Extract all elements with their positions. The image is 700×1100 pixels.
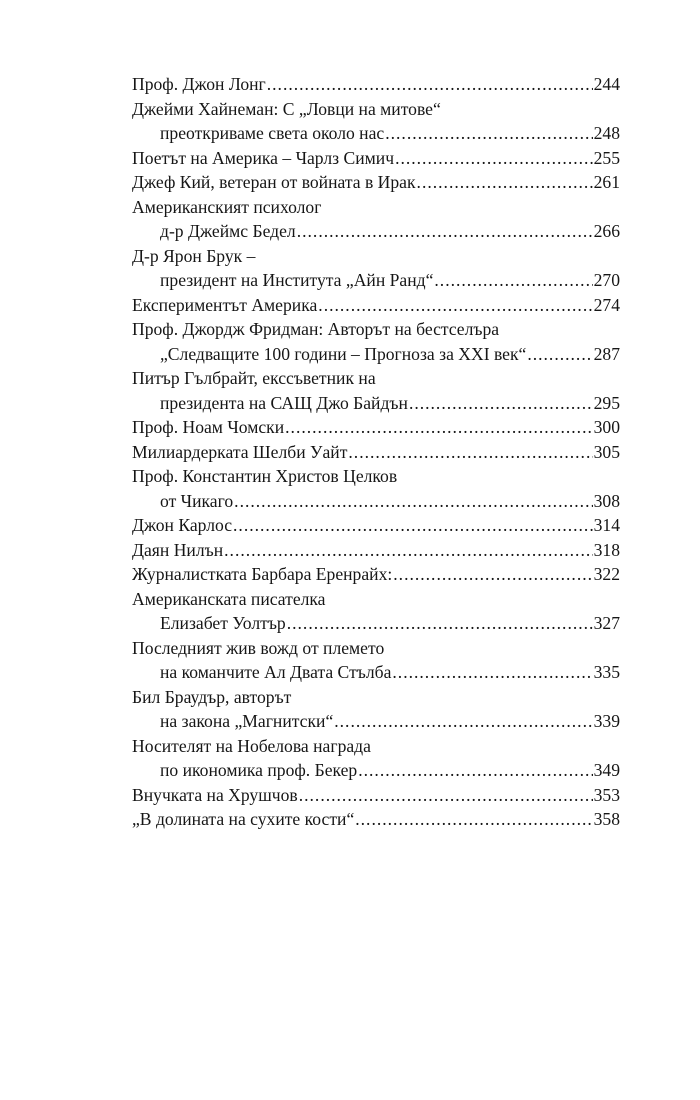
dot-leader — [434, 268, 592, 293]
entry-title: Проф. Джордж Фридман: Авторът на бестселъра — [132, 319, 500, 339]
dot-leader — [527, 342, 592, 367]
page-number: 358 — [593, 809, 620, 829]
page-number: 327 — [593, 613, 620, 633]
dot-leader — [385, 121, 592, 146]
toc-entry[interactable] — [132, 538, 620, 563]
dot-leader — [392, 660, 592, 685]
toc-entry[interactable] — [132, 685, 620, 734]
toc-line — [132, 97, 620, 122]
entry-title-continued: Елизабет Уолтър — [160, 613, 286, 633]
page-number: 318 — [593, 539, 620, 560]
dot-leader — [334, 709, 592, 734]
page-number: 308 — [593, 490, 620, 511]
toc-line — [132, 440, 620, 465]
table-of-contents — [132, 72, 620, 832]
entry-title-continued: на закона „Магнитски“ — [160, 711, 334, 731]
toc-line — [132, 195, 620, 220]
page-number: 314 — [593, 515, 620, 535]
entry-title: Последният жив вожд от племето — [132, 637, 385, 658]
entry-title: Милиардерката Шелби Уайт — [132, 441, 348, 462]
toc-entry[interactable] — [132, 513, 620, 538]
entry-title: Джеф Кий, ветеран от войната в Ирак — [132, 172, 416, 192]
entry-title: Бил Браудър, авторът — [132, 686, 292, 707]
toc-entry[interactable] — [132, 562, 620, 587]
dot-leader — [395, 146, 593, 171]
entry-title-continued: д-р Джеймс Бедел — [160, 221, 296, 241]
toc-line — [132, 538, 620, 563]
dot-leader — [318, 293, 592, 318]
toc-entry[interactable] — [132, 244, 620, 293]
entry-title: Поетът на Америка – Чарлз Симич — [132, 147, 395, 168]
dot-leader — [297, 219, 593, 244]
toc-line-continued — [132, 611, 620, 636]
toc-entry[interactable] — [132, 783, 620, 808]
toc-line-continued — [132, 489, 620, 514]
toc-entry[interactable] — [132, 587, 620, 636]
page-number: 305 — [593, 441, 620, 462]
toc-line — [132, 734, 620, 759]
entry-title: Журналистката Барбара Еренрайх: — [132, 564, 393, 584]
toc-line-continued — [132, 219, 620, 244]
toc-line — [132, 562, 620, 587]
toc-entry[interactable] — [132, 807, 620, 832]
entry-title-continued: президента на САЩ Джо Байдън — [160, 392, 408, 413]
toc-entry[interactable] — [132, 97, 620, 146]
dot-leader — [393, 562, 592, 587]
toc-line — [132, 807, 620, 832]
page-number: 353 — [593, 784, 620, 805]
dot-leader — [234, 489, 592, 514]
entry-title: Американският психолог — [132, 196, 322, 217]
page-number: 266 — [593, 221, 620, 241]
toc-entry[interactable] — [132, 72, 620, 97]
dot-leader — [299, 783, 593, 808]
toc-entry[interactable] — [132, 293, 620, 318]
toc-line — [132, 244, 620, 269]
toc-line — [132, 415, 620, 440]
entry-title-continued: президент на Института „Айн Ранд“ — [160, 270, 434, 290]
entry-title: „В долината на сухите кости“ — [132, 809, 355, 829]
entry-title: Джейми Хайнеман: С „Ловци на митове“ — [132, 98, 441, 119]
toc-line — [132, 513, 620, 538]
dot-leader — [267, 72, 593, 97]
dot-leader — [409, 391, 593, 416]
page-number: 322 — [593, 564, 620, 584]
dot-leader — [233, 513, 593, 538]
toc-entry[interactable] — [132, 440, 620, 465]
toc-line — [132, 170, 620, 195]
entry-title: Д-р Ярон Брук – — [132, 245, 256, 266]
toc-entry[interactable] — [132, 317, 620, 366]
page-number: 261 — [593, 172, 620, 192]
page-number: 295 — [593, 392, 620, 413]
dot-leader — [355, 807, 592, 832]
page-number: 349 — [593, 760, 620, 780]
entry-title: Проф. Ноам Чомски — [132, 417, 285, 437]
toc-line-continued — [132, 709, 620, 734]
page-number: 255 — [593, 147, 620, 168]
toc-line-continued — [132, 342, 620, 367]
toc-line-continued — [132, 660, 620, 685]
page-number: 270 — [593, 270, 620, 290]
page-number: 287 — [593, 343, 620, 364]
page-number: 339 — [593, 711, 620, 731]
entry-title-continued: „Следващите 100 години – Прогноза за XXI век“ — [160, 343, 527, 364]
toc-entry[interactable] — [132, 170, 620, 195]
toc-line-continued — [132, 268, 620, 293]
toc-line — [132, 366, 620, 391]
dot-leader — [417, 170, 593, 195]
entry-title: Американската писателка — [132, 588, 326, 609]
entry-title: Джон Карлос — [132, 515, 233, 535]
entry-title: Проф. Константин Христов Целков — [132, 466, 398, 486]
dot-leader — [224, 538, 592, 563]
entry-title: Питър Гълбрайт, екссъветник на — [132, 368, 376, 388]
page-number: 300 — [593, 417, 620, 437]
page-number: 335 — [593, 662, 620, 682]
toc-entry[interactable] — [132, 415, 620, 440]
dot-leader — [287, 611, 593, 636]
toc-line-continued — [132, 121, 620, 146]
entry-title-continued: от Чикаго — [160, 490, 234, 511]
page-number: 274 — [593, 294, 620, 315]
toc-line — [132, 783, 620, 808]
entry-title: Даян Нилън — [132, 539, 224, 560]
toc-entry[interactable] — [132, 195, 620, 244]
toc-entry[interactable] — [132, 734, 620, 783]
entry-title-continued: преоткриваме света около нас — [160, 123, 385, 143]
toc-line-continued — [132, 758, 620, 783]
toc-line — [132, 636, 620, 661]
toc-line — [132, 72, 620, 97]
dot-leader — [285, 415, 592, 440]
toc-line — [132, 317, 620, 342]
toc-line — [132, 587, 620, 612]
dot-leader — [348, 440, 592, 465]
toc-line — [132, 685, 620, 710]
entry-title: Внучката на Хрушчов — [132, 784, 298, 805]
toc-entry[interactable] — [132, 146, 620, 171]
toc-entry[interactable] — [132, 464, 620, 513]
toc-line-continued — [132, 391, 620, 416]
page-number: 248 — [593, 123, 620, 143]
entry-title-continued: по икономика проф. Бекер — [160, 760, 358, 780]
toc-line — [132, 146, 620, 171]
dot-leader — [358, 758, 592, 783]
toc-line — [132, 293, 620, 318]
toc-entry[interactable] — [132, 366, 620, 415]
entry-title-continued: на команчите Ал Двата Стълба — [160, 662, 392, 682]
toc-line — [132, 464, 620, 489]
page-number: 244 — [593, 74, 620, 94]
toc-entry[interactable] — [132, 636, 620, 685]
entry-title: Експериментът Америка — [132, 294, 318, 315]
entry-title: Проф. Джон Лонг — [132, 74, 266, 94]
entry-title: Носителят на Нобелова награда — [132, 735, 371, 756]
